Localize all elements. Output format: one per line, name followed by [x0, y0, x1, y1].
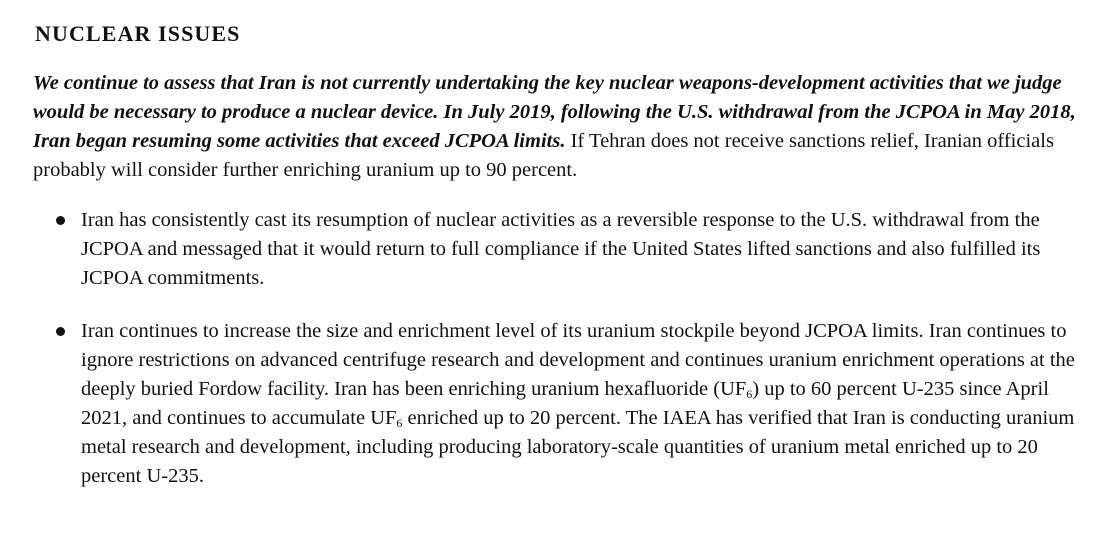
lead-rest-text: If Tehran does not receive sanctions relief, Iranian officials probably will consider further enriching uranium up to 90 percent.: [33, 130, 1054, 181]
bullet-text-part: enriched up to 20 percent. The IAEA has verified that Iran is conducting uranium metal research and development, including producing laboratory-scale quantities of uranium metal enriched up to 20 percent U-235.: [81, 407, 1075, 487]
lead-emphasis-text: We continue to assess that Iran is not currently undertaking the key nuclear weapons-development activities that we judge would be necessary to produce a nuclear device. In July 2019, following the U.S. withdrawal from the JCPOA in May 2018, Iran began resuming some activities that exceed JCPOA limits.: [33, 72, 1076, 152]
bullet-text: [81, 317, 1081, 491]
lead-paragraph: [33, 69, 1093, 185]
subscript: 6: [396, 416, 403, 430]
bullet-text: Iran has consistently cast its resumption of nuclear activities as a reversible response to the U.S. withdrawal from the JCPOA and messaged that it would return to full compliance if the United States lifted sanctions and also fulfilled its JCPOA commitments.: [81, 209, 1041, 289]
bullet-item-1: [0, 206, 1116, 293]
bullet-dot-icon: [56, 327, 65, 336]
bullet-text-part: Iran continues to increase the size and enrichment level of its uranium stockpile beyond JCPOA limits. Iran continues to ignore restrictions on advanced centrifuge research and development and continues uranium enrichment operations at the deeply buried Fordow facility. Iran has been enriching uranium hexafluoride (UF: [81, 320, 1075, 400]
bullet-dot-icon: [56, 216, 65, 225]
bullet-text-part: ) up to 60 percent U-235 since April 2021, and continues to accumulate UF: [81, 378, 1049, 429]
bullet-item-2: [0, 317, 1116, 491]
subscript: 6: [746, 387, 753, 401]
section-heading: NUCLEAR ISSUES: [35, 21, 241, 46]
bullet-list: [0, 206, 1116, 515]
